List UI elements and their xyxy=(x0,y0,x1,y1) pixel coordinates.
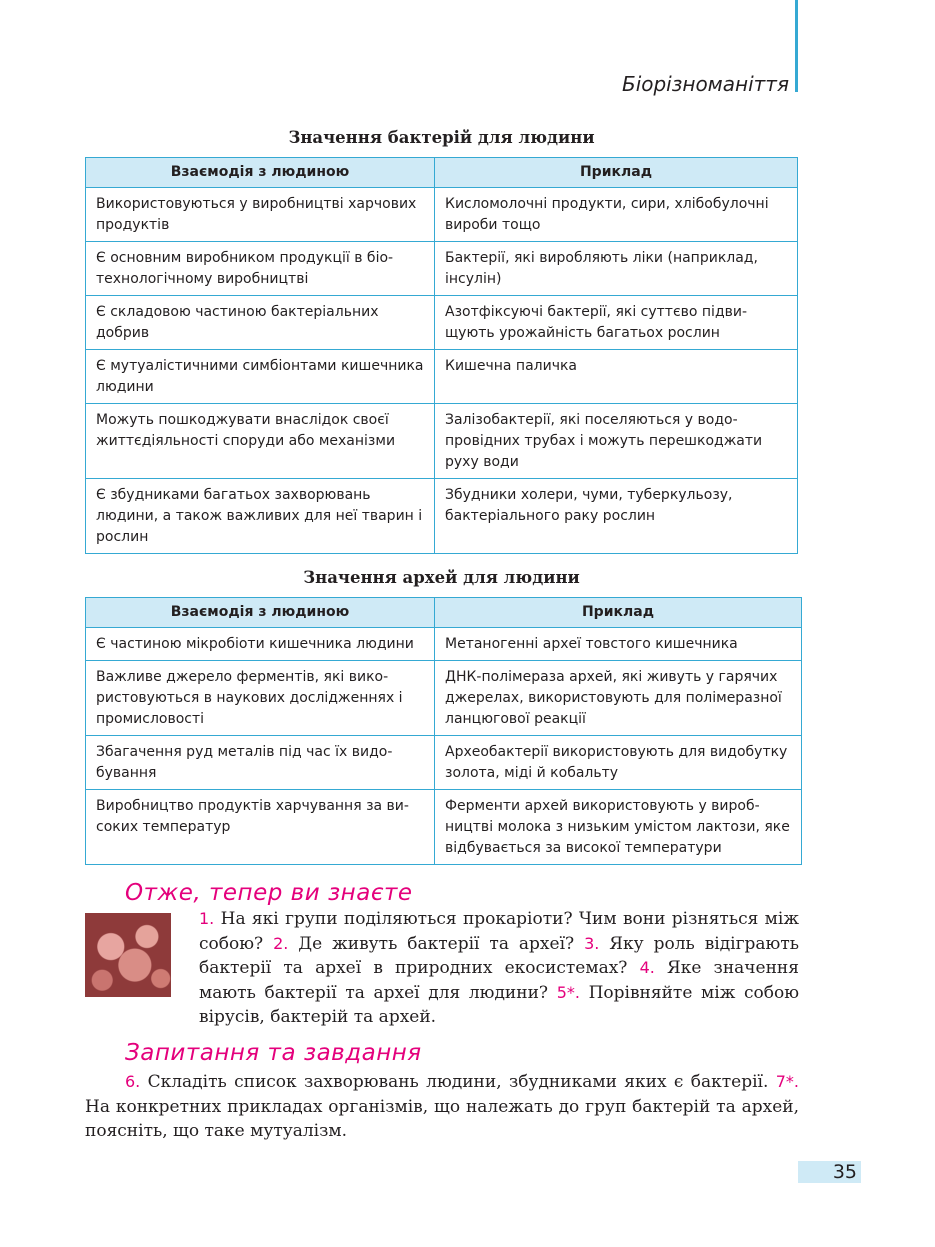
tasks-heading: Запитання та завдання xyxy=(125,1040,422,1066)
interaction-cell: Збагачення руд металів під час їх видобування xyxy=(86,736,435,790)
interaction-cell: Важливе джерело ферментів, які використовуються в наукових дослідженнях і промисловості xyxy=(86,661,435,736)
example-cell: Метаногенні археї товстого кишечника xyxy=(435,628,802,661)
summary-heading: Отже, тепер ви знаєте xyxy=(125,880,413,906)
interaction-cell: Є частиною мікробіоти кишечника людини xyxy=(86,628,435,661)
question-text: На які групи поділяються прокаріоти? Чим вони різняться між собою? xyxy=(199,909,799,954)
table-row xyxy=(86,242,798,296)
question-number: 2. xyxy=(273,933,289,953)
interaction-cell: Можуть пошкоджувати внаслідок своєї життєдіяльності споруди або механізми xyxy=(86,404,435,479)
archaea-table xyxy=(85,597,802,865)
question-number: 4. xyxy=(639,958,655,977)
column-header-interaction: Взаємодія з людиною xyxy=(86,158,435,188)
table-row xyxy=(86,188,798,242)
task-text: На конкретних прикладах організмів, що належать до груп бактерій та архей, поясніть, що таке мутуалізм. xyxy=(85,1096,799,1141)
table-row xyxy=(86,404,798,479)
column-header-interaction: Взаємодія з людиною xyxy=(86,598,435,628)
question-number: 5*. xyxy=(556,982,580,1002)
page-accent-line xyxy=(795,0,798,92)
question-text: Порівняйте між собою вірусів, бактерій та архей. xyxy=(199,982,799,1027)
interaction-cell: Є складовою частиною бактеріальних добрив xyxy=(86,296,435,350)
example-cell: Археобактерії використовують для видобутку золота, міді й кобальту xyxy=(435,736,802,790)
question-text: Яке значення мають бактерії та археї для людини? xyxy=(199,958,799,1003)
bacteria-table-caption: Значення бактерій для людини xyxy=(288,128,595,147)
example-cell: Залізобактерії, які поселяються у водопровідних трубах і можуть перешкоджати руху води xyxy=(435,404,798,479)
interaction-cell: Є основним виробником продукції в біотехнологічному виробництві xyxy=(86,242,435,296)
running-head: Біорізноманіття xyxy=(621,72,789,96)
question-text: Де живуть бактерії та археї? xyxy=(288,933,585,954)
table-row xyxy=(86,790,802,865)
page-number-box xyxy=(798,1161,861,1183)
example-cell: Ферменти архей використовують у виробництві молока з низьким умістом лактози, яке відбувається за високої температури xyxy=(435,790,802,865)
task-number: 7*. xyxy=(775,1072,799,1091)
task-text: Складіть список захворювань людини, збудниками яких є бактерії. xyxy=(140,1072,776,1092)
column-header-example: Приклад xyxy=(435,598,802,628)
table-row xyxy=(86,661,802,736)
example-cell: Кисломолочні продукти, сири, хлібобулочні вироби тощо xyxy=(435,188,798,242)
example-cell: Кишечна паличка xyxy=(435,350,798,404)
interaction-cell: Використовуються у виробництві харчових продуктів xyxy=(86,188,435,242)
example-cell: ДНК-полімераза архей, які живуть у гарячих джерелах, використовують для полімеразної ланцюгової реакції xyxy=(435,661,802,736)
column-header-example: Приклад xyxy=(435,158,798,188)
table-row xyxy=(86,736,802,790)
interaction-cell: Виробництво продуктів харчування за високих температур xyxy=(86,790,435,865)
tasks-text xyxy=(85,1070,799,1144)
question-number: 3. xyxy=(584,933,600,953)
table-row xyxy=(86,628,802,661)
interaction-cell: Є збудниками багатьох захворювань людини, а також важливих для неї тварин і рослин xyxy=(86,479,435,554)
example-cell: Азотфіксуючі бактерії, які суттєво підвищують урожайність багатьох рослин xyxy=(435,296,798,350)
task-number: 6. xyxy=(125,1072,141,1091)
question-text: Яку роль відіграють бактерії та археї в природних екосистемах? xyxy=(199,933,799,978)
archaea-table-caption: Значення архей для людини xyxy=(303,568,580,587)
summary-questions xyxy=(199,907,799,1030)
bacteria-table xyxy=(85,157,798,554)
interaction-cell: Є мутуалістичними симбіонтами кишечника людини xyxy=(86,350,435,404)
table-row xyxy=(86,479,798,554)
table-row xyxy=(86,350,798,404)
example-cell: Збудники холери, чуми, туберкульозу, бактеріального раку рослин xyxy=(435,479,798,554)
question-number: 1. xyxy=(199,909,215,928)
bacteria-micrograph-image xyxy=(85,913,171,997)
example-cell: Бактерії, які виробляють ліки (наприклад, інсулін) xyxy=(435,242,798,296)
page-number: 35 xyxy=(832,1161,857,1183)
table-row xyxy=(86,296,798,350)
